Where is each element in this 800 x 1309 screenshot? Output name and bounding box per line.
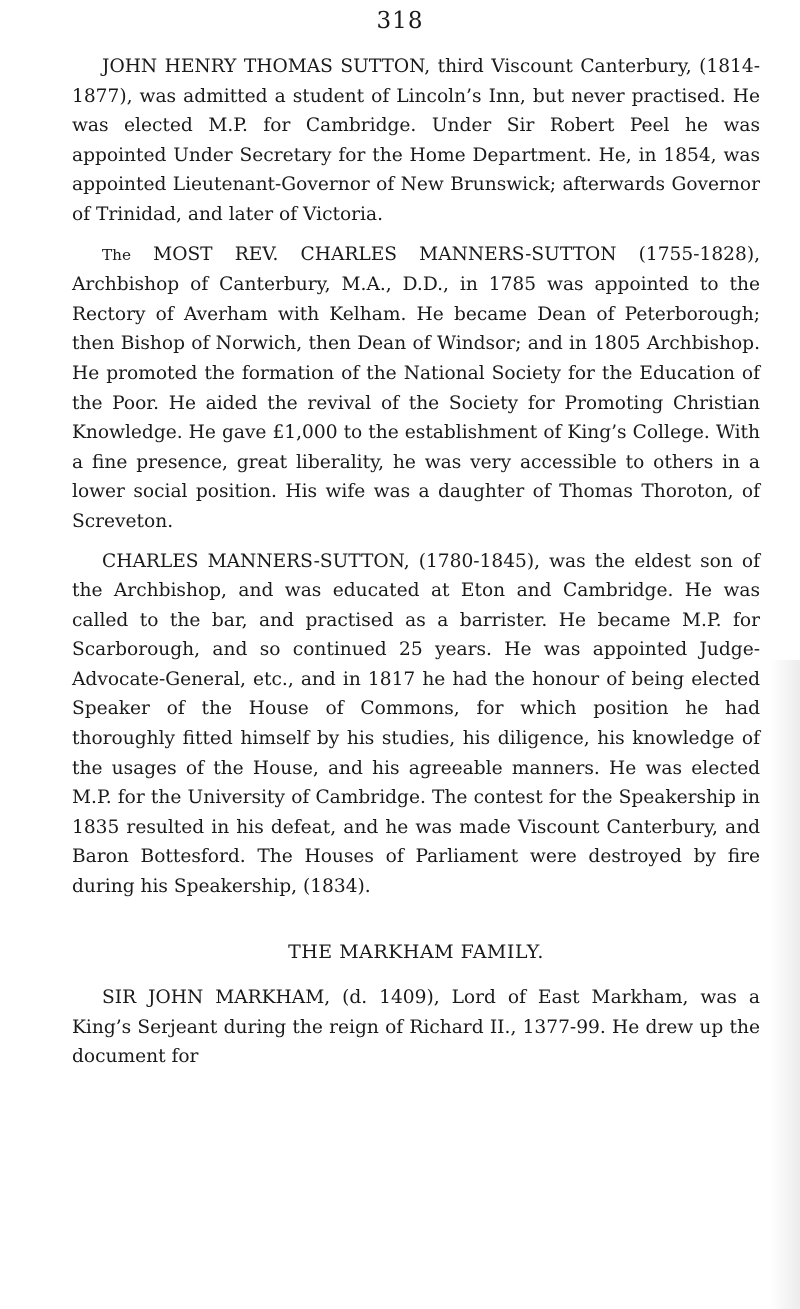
paragraph-lead: SIR JOHN MARKHAM, bbox=[102, 987, 331, 1009]
paragraph-text: (1755-1828), Archbishop of Canterbury, M.A., D.D., in 1785 was appointed to the Rectory of Averham with Kelham. He became Dean of Peterborough; then Bishop of Norwich, then Dean of Windsor; and in 1805 Archbishop. He promoted the formation of the National Society for the Education of the Poor. He aided the revival of the Society for Promoting Christian Knowledge. He gave £1,000 to the establishment of King’s College. With a fine presence, great liberality, he was very accessible to others in a lower social position. His wife was a daughter of Thomas Thoroton, of Screveton. bbox=[72, 243, 760, 532]
page-number: 318 bbox=[376, 8, 424, 34]
paragraph-archbishop-manners-sutton bbox=[72, 240, 760, 537]
paragraph-lead: CHARLES MANNERS-SUTTON, bbox=[102, 550, 410, 572]
paragraph-viscount-canterbury-third bbox=[72, 52, 760, 230]
paragraph-lead: MOST REV. CHARLES MANNERS-SUTTON bbox=[131, 243, 617, 265]
section-heading: THE MARKHAM FAMILY. bbox=[288, 940, 544, 963]
page-body bbox=[72, 52, 760, 1082]
page-edge-shadow bbox=[770, 660, 800, 1309]
paragraph-text: third Viscount Canterbury, (1814-1877), was admitted a student of Lincoln’s Inn, but never practised. He was elected M.P. for Cambridge. Under Sir Robert Peel he was appointed Under Secretary for the Home Department. He, in 1854, was appointed Lieutenant-Governor of New Brunswick; afterwards Governor of Trinidad, and later of Victoria. bbox=[72, 56, 760, 225]
paragraph-speaker-manners-sutton bbox=[72, 547, 760, 902]
paragraph-lead-small-caps: The bbox=[102, 245, 132, 264]
paragraph-text: (d. 1409), Lord of East Markham, was a King’s Serjeant during the reign of Richard II., 1377-99. He drew up the document for bbox=[72, 987, 760, 1068]
paragraph-text: (1780-1845), was the eldest son of the Archbishop, and was educated at Eton and Cambridge. He was called to the bar, and practised as a barrister. He became M.P. for Scarborough, and so continued 25 years. He was appointed Judge-Advocate-General, etc., and in 1817 he had the honour of being elected Speaker of the House of Commons, for which position he had thoroughly fitted himself by his studies, his diligence, his knowledge of the usages of the House, and his agreeable manners. He was elected M.P. for the University of Cambridge. The contest for the Speakership in 1835 resulted in his defeat, and he was made Viscount Canterbury, and Baron Bottesford. The Houses of Parliament were destroyed by fire during his Speakership, (1834). bbox=[72, 550, 760, 898]
paragraph-sir-john-markham bbox=[72, 983, 760, 1072]
paragraph-lead: JOHN HENRY THOMAS SUTTON, bbox=[102, 56, 431, 77]
